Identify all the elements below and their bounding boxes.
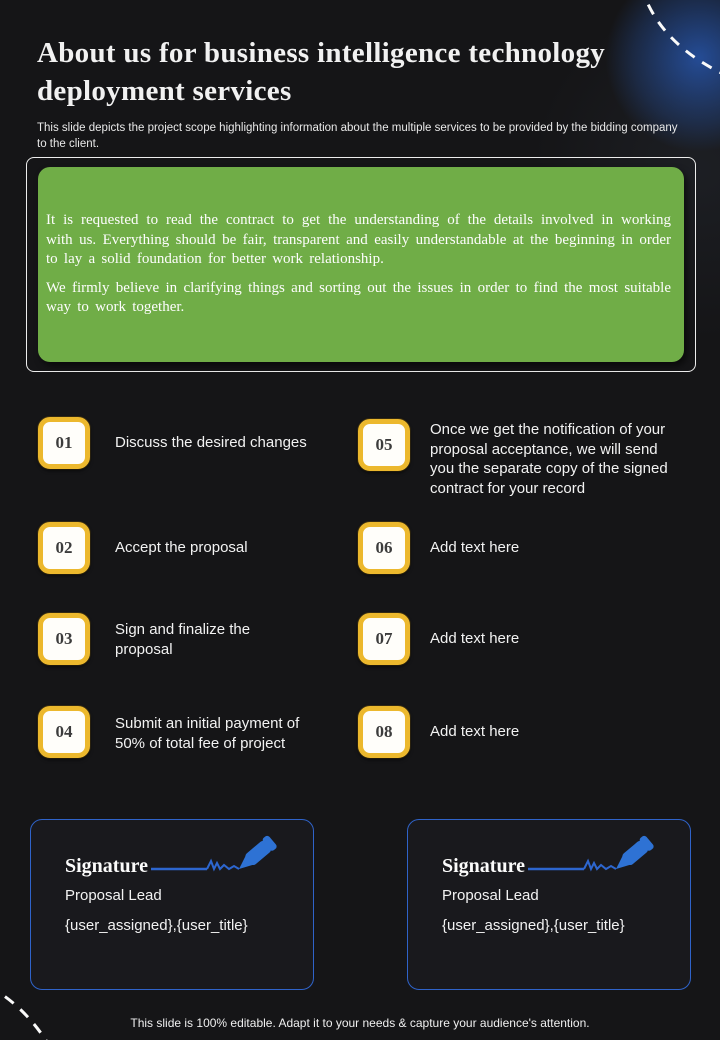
step-item-01 <box>38 417 325 469</box>
slide-subtitle: This slide depicts the project scope highlighting information about the multiple services to be provided by the bidding company to the client. <box>37 122 678 150</box>
step-item-06 <box>358 522 680 574</box>
quote-paragraph-2: We firmly believe in clarifying things and sorting out the issues in order to find the most suitable way to work together. <box>46 279 671 315</box>
footer-note: This slide is 100% editable. Adapt it to your needs & capture your audience's attention. <box>130 1016 590 1030</box>
step-number-badge: 05 <box>358 419 410 471</box>
step-number-badge: 01 <box>38 417 90 469</box>
page-title <box>37 34 697 110</box>
signature-heading: Signature <box>65 855 148 877</box>
step-text: Sign and finalize the proposal <box>115 621 251 658</box>
signature-card-left <box>30 819 314 990</box>
step-number-badge: 03 <box>38 613 90 665</box>
step-item-07 <box>358 613 680 665</box>
pen-icon <box>149 833 289 881</box>
quote-paragraph-1: It is requested to read the contract to get the understanding of the details involved in working with us. Everything should be fair, transparent and easily understandable at the beginning in order to lay a solid foundation for better work relationship. <box>46 212 671 267</box>
step-number-badge: 04 <box>38 706 90 758</box>
page-title-line-2: deployment services <box>37 75 292 107</box>
signature-assignee-placeholder: {user_assigned},{user_title} <box>442 917 625 934</box>
signature-assignee-placeholder: {user_assigned},{user_title} <box>65 917 248 934</box>
step-item-08 <box>358 706 680 758</box>
step-text: Add text here <box>430 723 520 740</box>
signature-card-right <box>407 819 691 990</box>
signature-role: Proposal Lead <box>442 887 539 904</box>
page-title-line-1: About us for business intelligence technology <box>37 37 606 69</box>
step-number-badge: 07 <box>358 613 410 665</box>
step-number-badge: 08 <box>358 706 410 758</box>
step-text: Once we get the notification of your proposal acceptance, we will send you the separate copy of the signed contract for your record <box>430 421 668 497</box>
step-text: Add text here <box>430 630 520 647</box>
signature-heading: Signature <box>442 855 525 877</box>
step-text: Discuss the desired changes <box>115 434 307 451</box>
step-text: Add text here <box>430 539 520 556</box>
step-text: Accept the proposal <box>115 539 248 556</box>
quote-panel <box>26 157 696 372</box>
quote-panel-green-box <box>38 167 684 362</box>
step-number-badge: 06 <box>358 522 410 574</box>
step-item-03 <box>38 613 290 665</box>
pen-icon <box>526 833 666 881</box>
dashed-arc-bottom-left <box>0 986 52 1040</box>
step-text: Submit an initial payment of 50% of total fee of project <box>115 715 300 752</box>
step-number-badge: 02 <box>38 522 90 574</box>
step-item-05 <box>358 419 680 498</box>
step-item-04 <box>38 706 320 758</box>
step-item-02 <box>38 522 325 574</box>
signature-role: Proposal Lead <box>65 887 162 904</box>
